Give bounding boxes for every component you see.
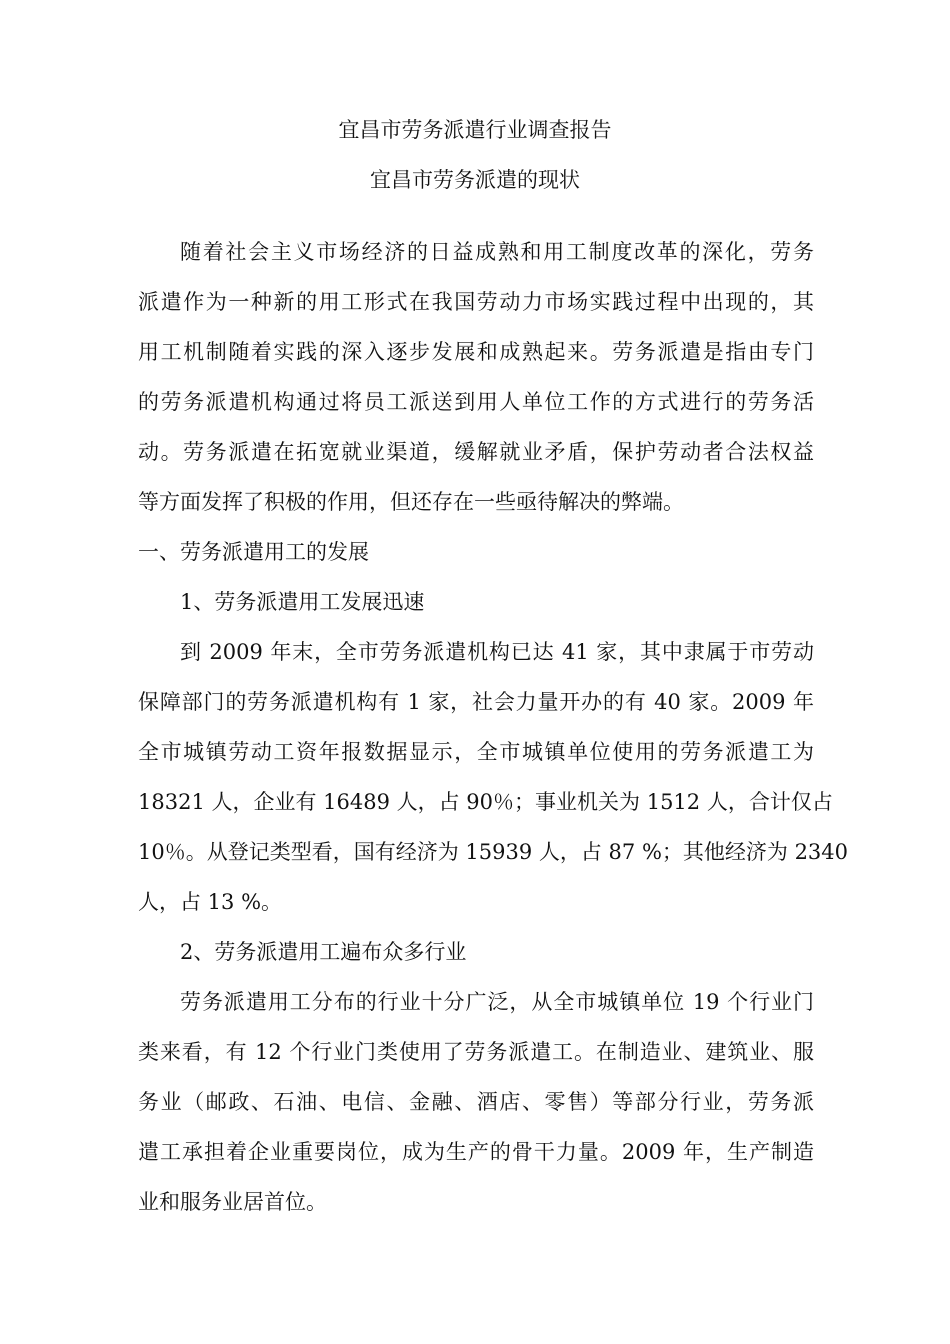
paragraph-line: 10％。从登记类型看，国有经济为 15939 人，占 87 %；其他经济为 2340 <box>138 840 849 864</box>
paragraph-line: 人，占 13 %。 <box>138 890 283 914</box>
paragraph-line: 劳务派遣用工分布的行业十分广泛，从全市城镇单位 19 个行业门 <box>180 990 814 1014</box>
section-heading: 一、劳务派遣用工的发展 <box>138 540 369 564</box>
paragraph-line: 用工机制随着实践的深入逐步发展和成熟起来。劳务派遣是指由专门 <box>138 340 814 364</box>
paragraph-line: 业和服务业居首位。 <box>138 1190 327 1214</box>
paragraph-line: 全市城镇劳动工资年报数据显示，全市城镇单位使用的劳务派遣工为 <box>138 740 814 764</box>
subsection-heading: 1、劳务派遣用工发展迅速 <box>180 590 425 614</box>
paragraph-line: 务业（邮政、石油、电信、金融、酒店、零售）等部分行业，劳务派 <box>138 1090 814 1114</box>
paragraph-line: 类来看，有 12 个行业门类使用了劳务派遣工。在制造业、建筑业、服 <box>138 1040 814 1064</box>
document-subtitle: 宜昌市劳务派遣的现状 <box>370 168 580 192</box>
paragraph-line: 的劳务派遣机构通过将员工派送到用人单位工作的方式进行的劳务活 <box>138 390 814 414</box>
paragraph-line: 派遣作为一种新的用工形式在我国劳动力市场实践过程中出现的，其 <box>138 290 814 314</box>
paragraph-line: 到 2009 年末，全市劳务派遣机构已达 41 家，其中隶属于市劳动 <box>180 640 814 664</box>
subsection-heading: 2、劳务派遣用工遍布众多行业 <box>180 940 467 964</box>
document-title: 宜昌市劳务派遣行业调查报告 <box>338 118 612 142</box>
paragraph-line: 遣工承担着企业重要岗位，成为生产的骨干力量。2009 年，生产制造 <box>138 1140 814 1164</box>
paragraph-line: 等方面发挥了积极的作用，但还存在一些亟待解决的弊端。 <box>138 490 684 514</box>
paragraph-line: 动。劳务派遣在拓宽就业渠道，缓解就业矛盾，保护劳动者合法权益 <box>138 440 814 464</box>
paragraph-line: 18321 人，企业有 16489 人，占 90％；事业机关为 1512 人，合计仅占 <box>138 790 833 814</box>
paragraph-line: 随着社会主义市场经济的日益成熟和用工制度改革的深化，劳务 <box>180 240 814 264</box>
paragraph-line: 保障部门的劳务派遣机构有 1 家，社会力量开办的有 40 家。2009 年 <box>138 690 814 714</box>
